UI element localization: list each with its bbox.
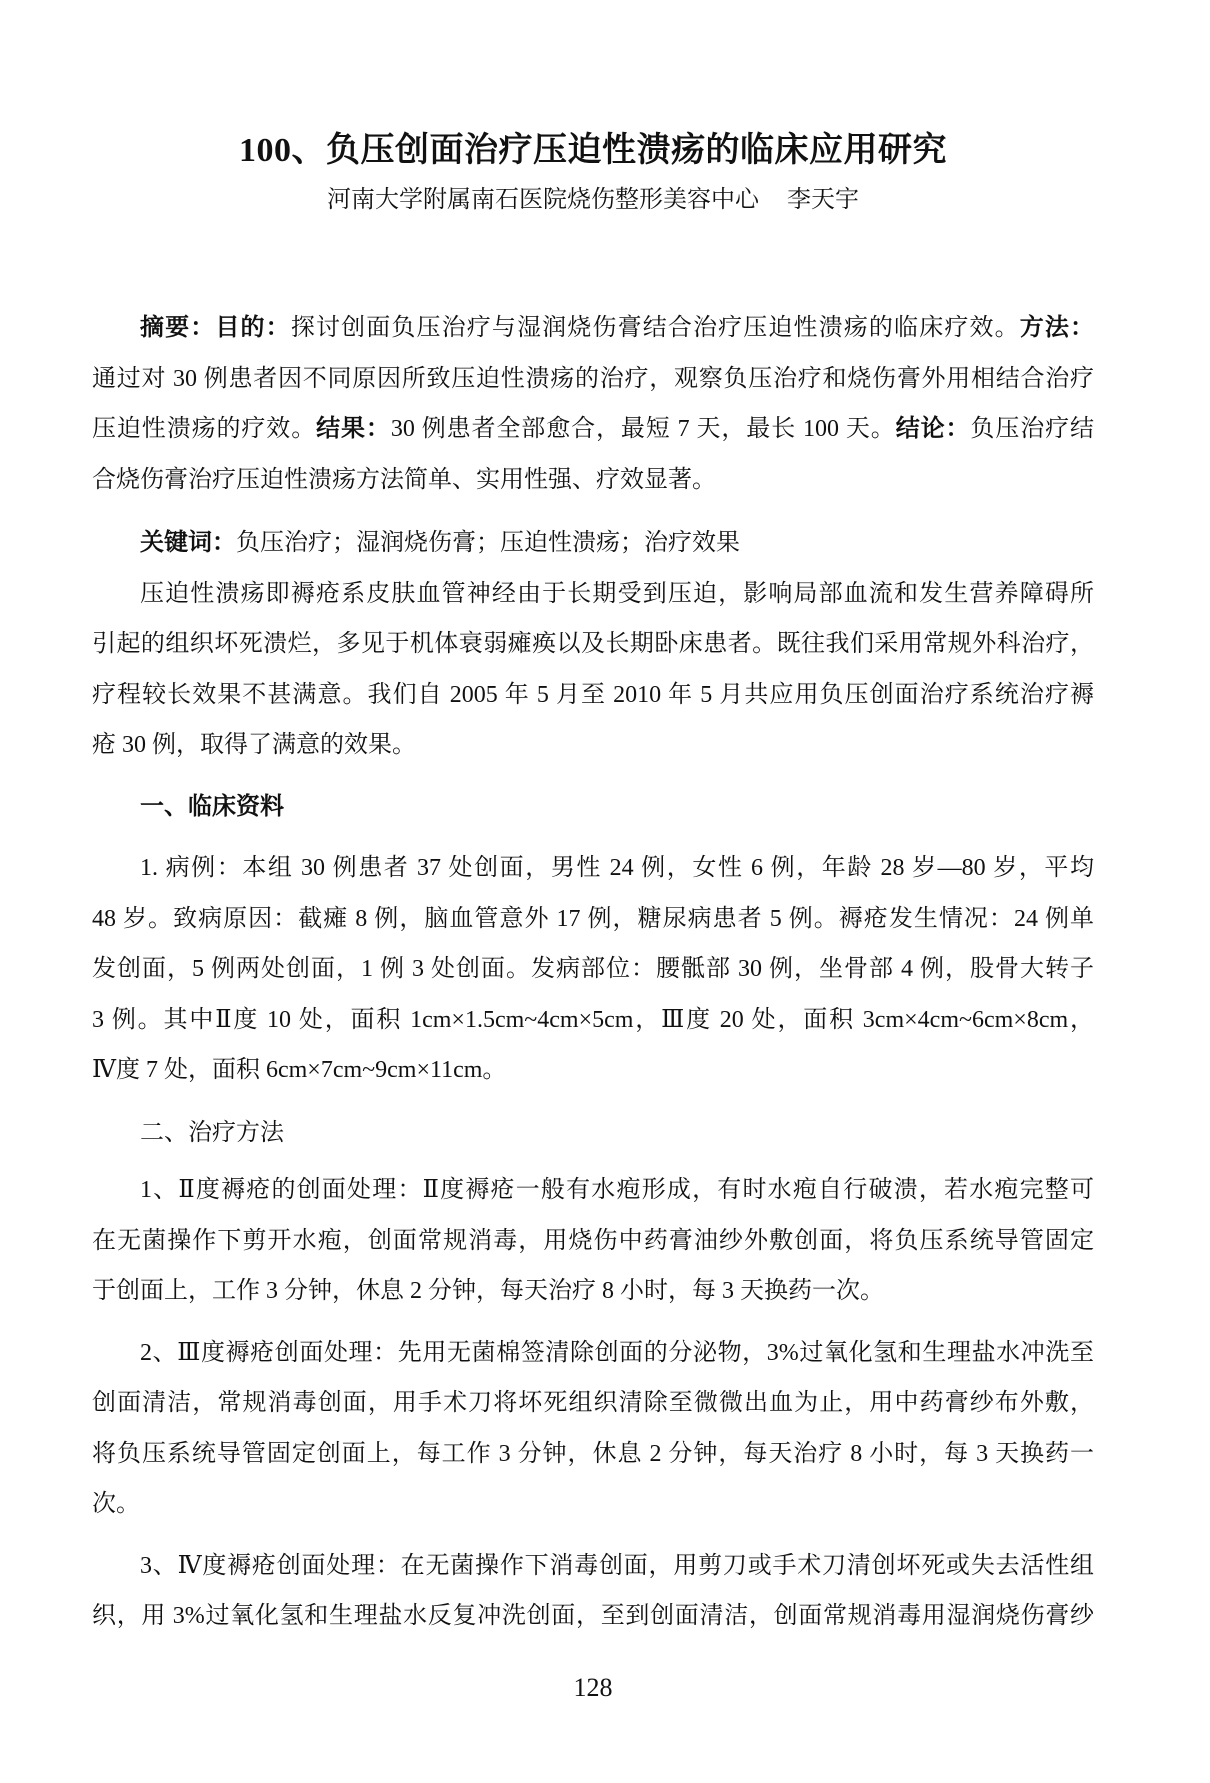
methods-label: 方法：: [1019, 315, 1095, 341]
text-line: [92, 455, 1094, 506]
results-label: 结果：: [316, 416, 391, 442]
text-line: 2、Ⅲ度褥疮创面处理：先用无菌棉签清除创面的分泌物，3%过氧化氢和生理盐水冲洗至: [140, 1339, 1094, 1366]
text-line: 创面清洁，常规消毒创面，用手术刀将坏死组织清除至微微出血为止，用中药膏纱布外敷，: [92, 1390, 1094, 1416]
section-heading: 一、临床资料: [140, 793, 284, 820]
text-line: 引起的组织坏死溃烂，多见于机体衰弱瘫痪以及长期卧床患者。既往我们采用常规外科治疗，: [92, 631, 1094, 657]
conclusion-label: 结论：: [895, 416, 971, 442]
paper-body: [92, 303, 1094, 1642]
text-line: [92, 303, 1094, 354]
conclusion-text: 负压治疗结: [970, 416, 1095, 442]
conclusion-text: 合烧伤膏治疗压迫性溃疡方法简单、实用性强、疗效显著。: [92, 466, 716, 493]
keywords-paragraph: [92, 518, 1094, 569]
text-line: 在无菌操作下剪开水疱，创面常规消毒，用烧伤中药膏油纱外敷创面，将负压系统导管固定: [92, 1227, 1094, 1254]
text-line: 3 例。其中Ⅱ度 10 处，面积 1cm×1.5cm~4cm×5cm，Ⅲ度 20 处，面积 3cm×4cm~6cm×8cm，: [92, 1006, 1094, 1033]
clinical-data-paragraph: [92, 843, 1094, 1096]
treatment-grade-2-paragraph: [92, 1165, 1094, 1317]
text-line: 织，用 3%过氧化氢和生理盐水反复冲洗创面，至到创面清洁，创面常规消毒用湿润烧伤膏纱: [92, 1603, 1094, 1629]
text-line: 疗程较长效果不甚满意。我们自 2005 年 5 月至 2010 年 5 月共应用负压创面治疗系统治疗褥: [92, 681, 1094, 708]
treatment-grade-4-paragraph: [92, 1541, 1094, 1642]
text-line: 于创面上，工作 3 分钟，休息 2 分钟，每天治疗 8 小时，每 3 天换药一次。: [92, 1278, 884, 1304]
section-heading: 二、治疗方法: [140, 1119, 284, 1146]
page-number: 128: [573, 1673, 613, 1702]
text-line: 将负压系统导管固定创面上，每工作 3 分钟，休息 2 分钟，每天治疗 8 小时，每 3 天换药一: [92, 1440, 1094, 1467]
text-line: 3、Ⅳ度褥疮创面处理：在无菌操作下消毒创面，用剪刀或手术刀清创坏死或失去活性组: [140, 1552, 1094, 1579]
text-line: 1、Ⅱ度褥疮的创面处理：Ⅱ度褥疮一般有水疱形成，有时水疱自行破溃，若水疱完整可: [140, 1177, 1094, 1203]
section-treatment-methods: [92, 1108, 1094, 1642]
text-line: 次。: [92, 1491, 140, 1517]
text-line: 压迫性溃疡即褥疮系皮肤血管神经由于长期受到压迫，影响局部血流和发生营养障碍所: [140, 580, 1094, 607]
text-line: 发创面，5 例两处创面，1 例 3 处创面。发病部位：腰骶部 30 例，坐骨部 4 例，股骨大转子: [92, 956, 1094, 982]
author-name: 李天宇: [787, 187, 859, 213]
affiliation: 河南大学附属南石医院烧伤整形美容中心: [327, 187, 759, 213]
abstract-paragraph: [92, 303, 1094, 505]
text-line: [92, 518, 1094, 569]
treatment-grade-3-paragraph: [92, 1328, 1094, 1530]
introduction-paragraph: [92, 569, 1094, 771]
paper-title: 100、负压创面治疗压迫性溃疡的临床应用研究: [239, 132, 947, 169]
keywords-label: 关键词：: [140, 530, 236, 556]
objective-label: 目的：: [215, 315, 291, 341]
text-line: [92, 354, 1094, 405]
byline: [92, 185, 1094, 215]
methods-text: 压迫性溃疡的疗效。: [92, 416, 317, 442]
methods-text: 通过对 30 例患者因不同原因所致压迫性溃疡的治疗，观察负压治疗和烧伤膏外用相结合治疗: [92, 365, 1094, 392]
text-line: 疮 30 例，取得了满意的效果。: [92, 732, 416, 758]
results-text: 30 例患者全部愈合，最短 7 天，最长 100 天。: [390, 416, 896, 442]
text-line: 1. 病例：本组 30 例患者 37 处创面，男性 24 例，女性 6 例，年龄 28 岁—80 岁，平均: [140, 855, 1094, 881]
text-line: 48 岁。致病原因：截瘫 8 例，脑血管意外 17 例，糖尿病患者 5 例。褥疮发生情况：24 例单: [92, 905, 1094, 932]
objective-text: 探讨创面负压治疗与湿润烧伤膏结合治疗压迫性溃疡的临床疗效。: [290, 315, 1020, 341]
section-clinical-data: [92, 782, 1094, 1096]
abstract-heading: 摘要：: [140, 315, 216, 341]
keywords-text: 负压治疗；湿润烧伤膏；压迫性溃疡；治疗效果: [236, 530, 740, 556]
text-line: [92, 404, 1094, 455]
text-line: Ⅳ度 7 处，面积 6cm×7cm~9cm×11cm。: [92, 1057, 507, 1083]
